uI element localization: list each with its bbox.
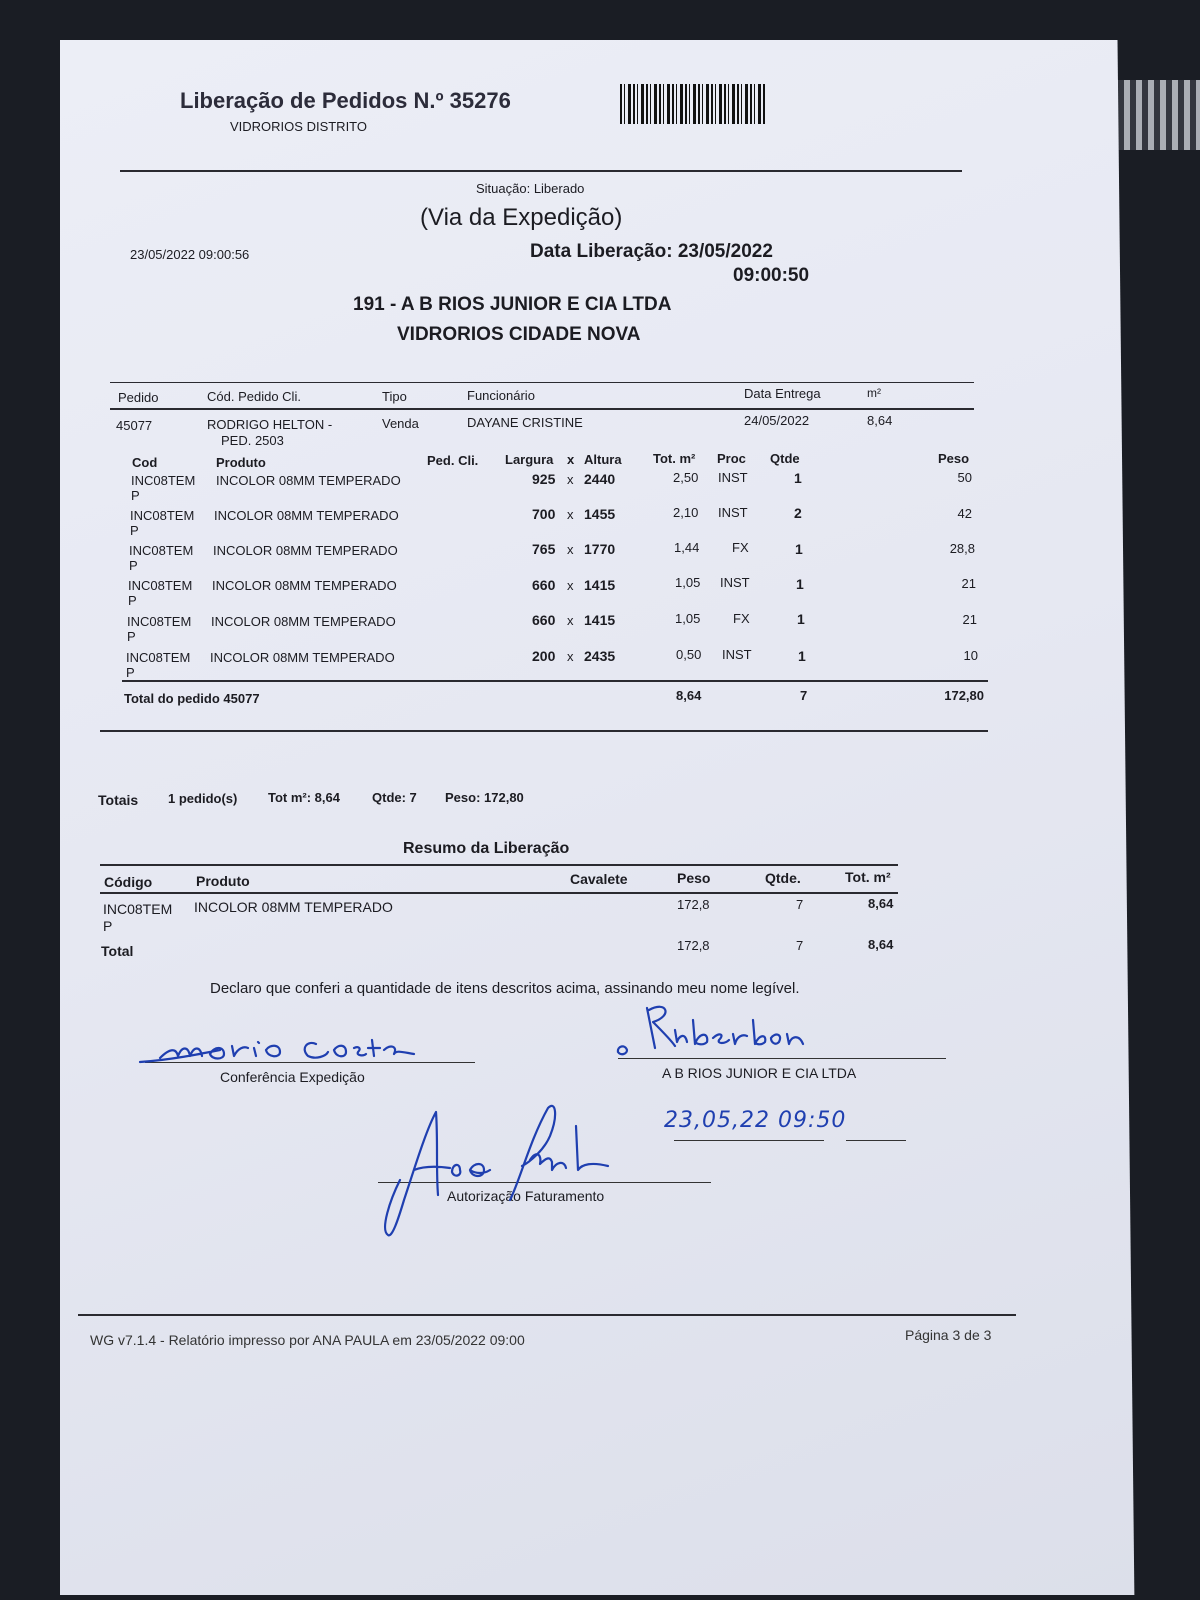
footer-divider [78, 1314, 1016, 1316]
resumo-total-qtde: 7 [796, 938, 804, 953]
resumo-total-tot: 8,64 [868, 937, 894, 952]
items-col-peso: Peso [938, 451, 970, 466]
item-peso: 50 [957, 470, 972, 485]
item-cod: INC08TEM [130, 508, 195, 523]
item-cod: INC08TEM [126, 650, 191, 665]
divider [100, 892, 898, 894]
items-col-produto: Produto [216, 455, 266, 470]
col-tipo: Tipo [382, 389, 407, 404]
item-altura: 2435 [584, 648, 616, 664]
handwritten-date: 23,05,22 09:50 [664, 1108, 847, 1133]
item-largura: 660 [532, 577, 556, 593]
item-tot: 1,44 [674, 540, 700, 555]
page-number: Página 3 de 3 [905, 1327, 992, 1343]
item-cod-suffix: P [128, 593, 137, 608]
item-qtde: 1 [798, 648, 806, 664]
item-qtde: 2 [794, 505, 802, 521]
autorizacao-label: Autorização Faturamento [447, 1188, 605, 1204]
item-produto: INCOLOR 08MM TEMPERADO [211, 614, 396, 629]
m2-value: 8,64 [867, 413, 893, 428]
data-liberacao-time: 09:00:50 [733, 265, 810, 286]
item-altura: 1770 [584, 541, 616, 557]
item-qtde: 1 [797, 611, 805, 627]
item-peso: 21 [961, 576, 976, 591]
resumo-title: Resumo da Liberação [403, 840, 570, 857]
resumo-cod-suffix: P [103, 918, 113, 934]
item-largura: 200 [532, 648, 556, 664]
item-peso: 21 [962, 612, 977, 627]
totais-label: Totais [98, 792, 139, 808]
item-proc: INST [718, 470, 748, 485]
resumo-total-label: Total [101, 943, 134, 959]
items-col-largura: Largura [505, 452, 554, 467]
pedido-value: 45077 [116, 418, 153, 433]
item-largura: 765 [532, 541, 556, 557]
item-largura: 700 [532, 506, 556, 522]
col-pedido: Pedido [118, 390, 159, 405]
item-produto: INCOLOR 08MM TEMPERADO [212, 578, 397, 593]
divider [122, 680, 988, 682]
item-altura: 1415 [584, 612, 616, 628]
resumo-qtde: 7 [796, 897, 804, 912]
autorizacao-signature [380, 1100, 640, 1240]
item-x: x [567, 542, 574, 557]
conferencia-signature [140, 1020, 440, 1070]
client-signature [615, 1000, 815, 1060]
item-cod-suffix: P [126, 665, 135, 680]
document-page [60, 40, 1185, 1595]
situacao-text: Situação: Liberado [476, 181, 585, 196]
resumo-cod: INC08TEM [103, 901, 173, 917]
declaration-text: Declaro que conferi a quantidade de itens descritos acima, assinando meu nome legível. [210, 980, 800, 997]
divider [110, 382, 974, 383]
item-proc: INST [722, 647, 752, 662]
resumo-peso: 172,8 [677, 897, 710, 912]
resumo-col-produto: Produto [196, 873, 250, 889]
resumo-col-peso: Peso [677, 870, 711, 886]
print-datetime: 23/05/2022 09:00:56 [130, 247, 250, 262]
order-total-label: Total do pedido 45077 [124, 691, 260, 706]
item-cod-suffix: P [131, 488, 140, 503]
items-col-cod: Cod [132, 455, 158, 470]
item-qtde: 1 [794, 470, 802, 486]
items-col-tot-m2: Tot. m² [653, 451, 696, 466]
items-col-ped-cli: Ped. Cli. [427, 453, 479, 468]
order-total-qtde: 7 [800, 688, 808, 703]
item-tot: 2,50 [673, 470, 699, 485]
item-qtde: 1 [795, 541, 803, 557]
client-signature-label: A B RIOS JUNIOR E CIA LTDA [662, 1065, 857, 1081]
item-largura: 925 [532, 471, 556, 487]
col-m2: m² [867, 386, 881, 400]
item-produto: INCOLOR 08MM TEMPERADO [214, 508, 399, 523]
funcionario-value: DAYANE CRISTINE [467, 415, 583, 430]
item-qtde: 1 [796, 576, 804, 592]
item-cod: INC08TEM [128, 578, 193, 593]
items-col-proc: Proc [717, 451, 746, 466]
resumo-col-cavalete: Cavalete [570, 871, 628, 887]
data-entrega-value: 24/05/2022 [744, 413, 810, 428]
col-data-entrega: Data Entrega [744, 386, 821, 401]
item-cod-suffix: P [127, 629, 136, 644]
items-col-qtde: Qtde [770, 451, 800, 466]
divider [100, 730, 988, 732]
item-cod: INC08TEM [131, 473, 196, 488]
item-proc: FX [732, 540, 749, 555]
item-altura: 1455 [584, 506, 616, 522]
item-tot: 2,10 [673, 505, 699, 520]
item-x: x [567, 613, 574, 628]
item-x: x [567, 472, 574, 487]
item-peso: 42 [957, 506, 972, 521]
item-cod: INC08TEM [129, 543, 194, 558]
item-peso: 10 [963, 648, 978, 663]
via-title: (Via da Expedição) [420, 204, 623, 231]
item-largura: 660 [532, 612, 556, 628]
totais-pedidos: 1 pedido(s) [168, 791, 238, 806]
report-title: Liberação de Pedidos N.º 35276 [180, 88, 511, 113]
resumo-produto: INCOLOR 08MM TEMPERADO [194, 899, 393, 915]
totais-peso: Peso: 172,80 [445, 790, 524, 805]
order-total-m2: 8,64 [676, 688, 702, 703]
totais-m2: Tot m²: 8,64 [268, 790, 340, 805]
cod-cli-value-2: PED. 2503 [221, 433, 284, 448]
item-proc: INST [718, 505, 748, 520]
item-altura: 2440 [584, 471, 616, 487]
item-x: x [567, 649, 574, 664]
resumo-col-qtde: Qtde. [765, 870, 801, 886]
item-proc: INST [720, 575, 750, 590]
time-line [846, 1140, 906, 1141]
item-cod-suffix: P [129, 558, 138, 573]
item-tot: 1,05 [675, 611, 701, 626]
company-subtitle: VIDRORIOS DISTRITO [230, 119, 367, 134]
conferencia-label: Conferência Expedição [220, 1069, 365, 1085]
tipo-value: Venda [382, 416, 419, 431]
client-name: 191 - A B RIOS JUNIOR E CIA LTDA [353, 294, 672, 315]
resumo-col-tot-m2: Tot. m² [845, 869, 891, 885]
item-tot: 1,05 [675, 575, 701, 590]
resumo-total-peso: 172,8 [677, 938, 710, 953]
item-produto: INCOLOR 08MM TEMPERADO [216, 473, 401, 488]
item-x: x [567, 507, 574, 522]
item-altura: 1415 [584, 577, 616, 593]
item-produto: INCOLOR 08MM TEMPERADO [210, 650, 395, 665]
col-cod-pedido-cli: Cód. Pedido Cli. [207, 389, 301, 404]
client-branch: VIDRORIOS CIDADE NOVA [397, 324, 641, 345]
totais-qtde: Qtde: 7 [372, 790, 417, 805]
item-peso: 28,8 [949, 541, 975, 556]
order-total-peso: 172,80 [944, 688, 984, 703]
date-line [674, 1140, 824, 1141]
data-liberacao: Data Liberação: 23/05/2022 [530, 241, 773, 262]
item-tot: 0,50 [676, 647, 702, 662]
items-col-altura: Altura [584, 452, 622, 467]
resumo-tot: 8,64 [868, 896, 894, 911]
divider [120, 170, 962, 172]
items-col-x: x [567, 452, 575, 467]
item-cod: INC08TEM [127, 614, 192, 629]
col-funcionario: Funcionário [467, 388, 535, 403]
item-produto: INCOLOR 08MM TEMPERADO [213, 543, 398, 558]
cod-cli-value: RODRIGO HELTON - [207, 417, 333, 432]
resumo-col-codigo: Código [104, 874, 153, 890]
item-proc: FX [733, 611, 750, 626]
barcode [620, 84, 766, 124]
item-x: x [567, 578, 574, 593]
item-cod-suffix: P [130, 523, 139, 538]
divider [100, 864, 898, 866]
divider [110, 408, 974, 410]
footer-left: WG v7.1.4 - Relatório impresso por ANA PAULA em 23/05/2022 09:00 [90, 1332, 525, 1348]
